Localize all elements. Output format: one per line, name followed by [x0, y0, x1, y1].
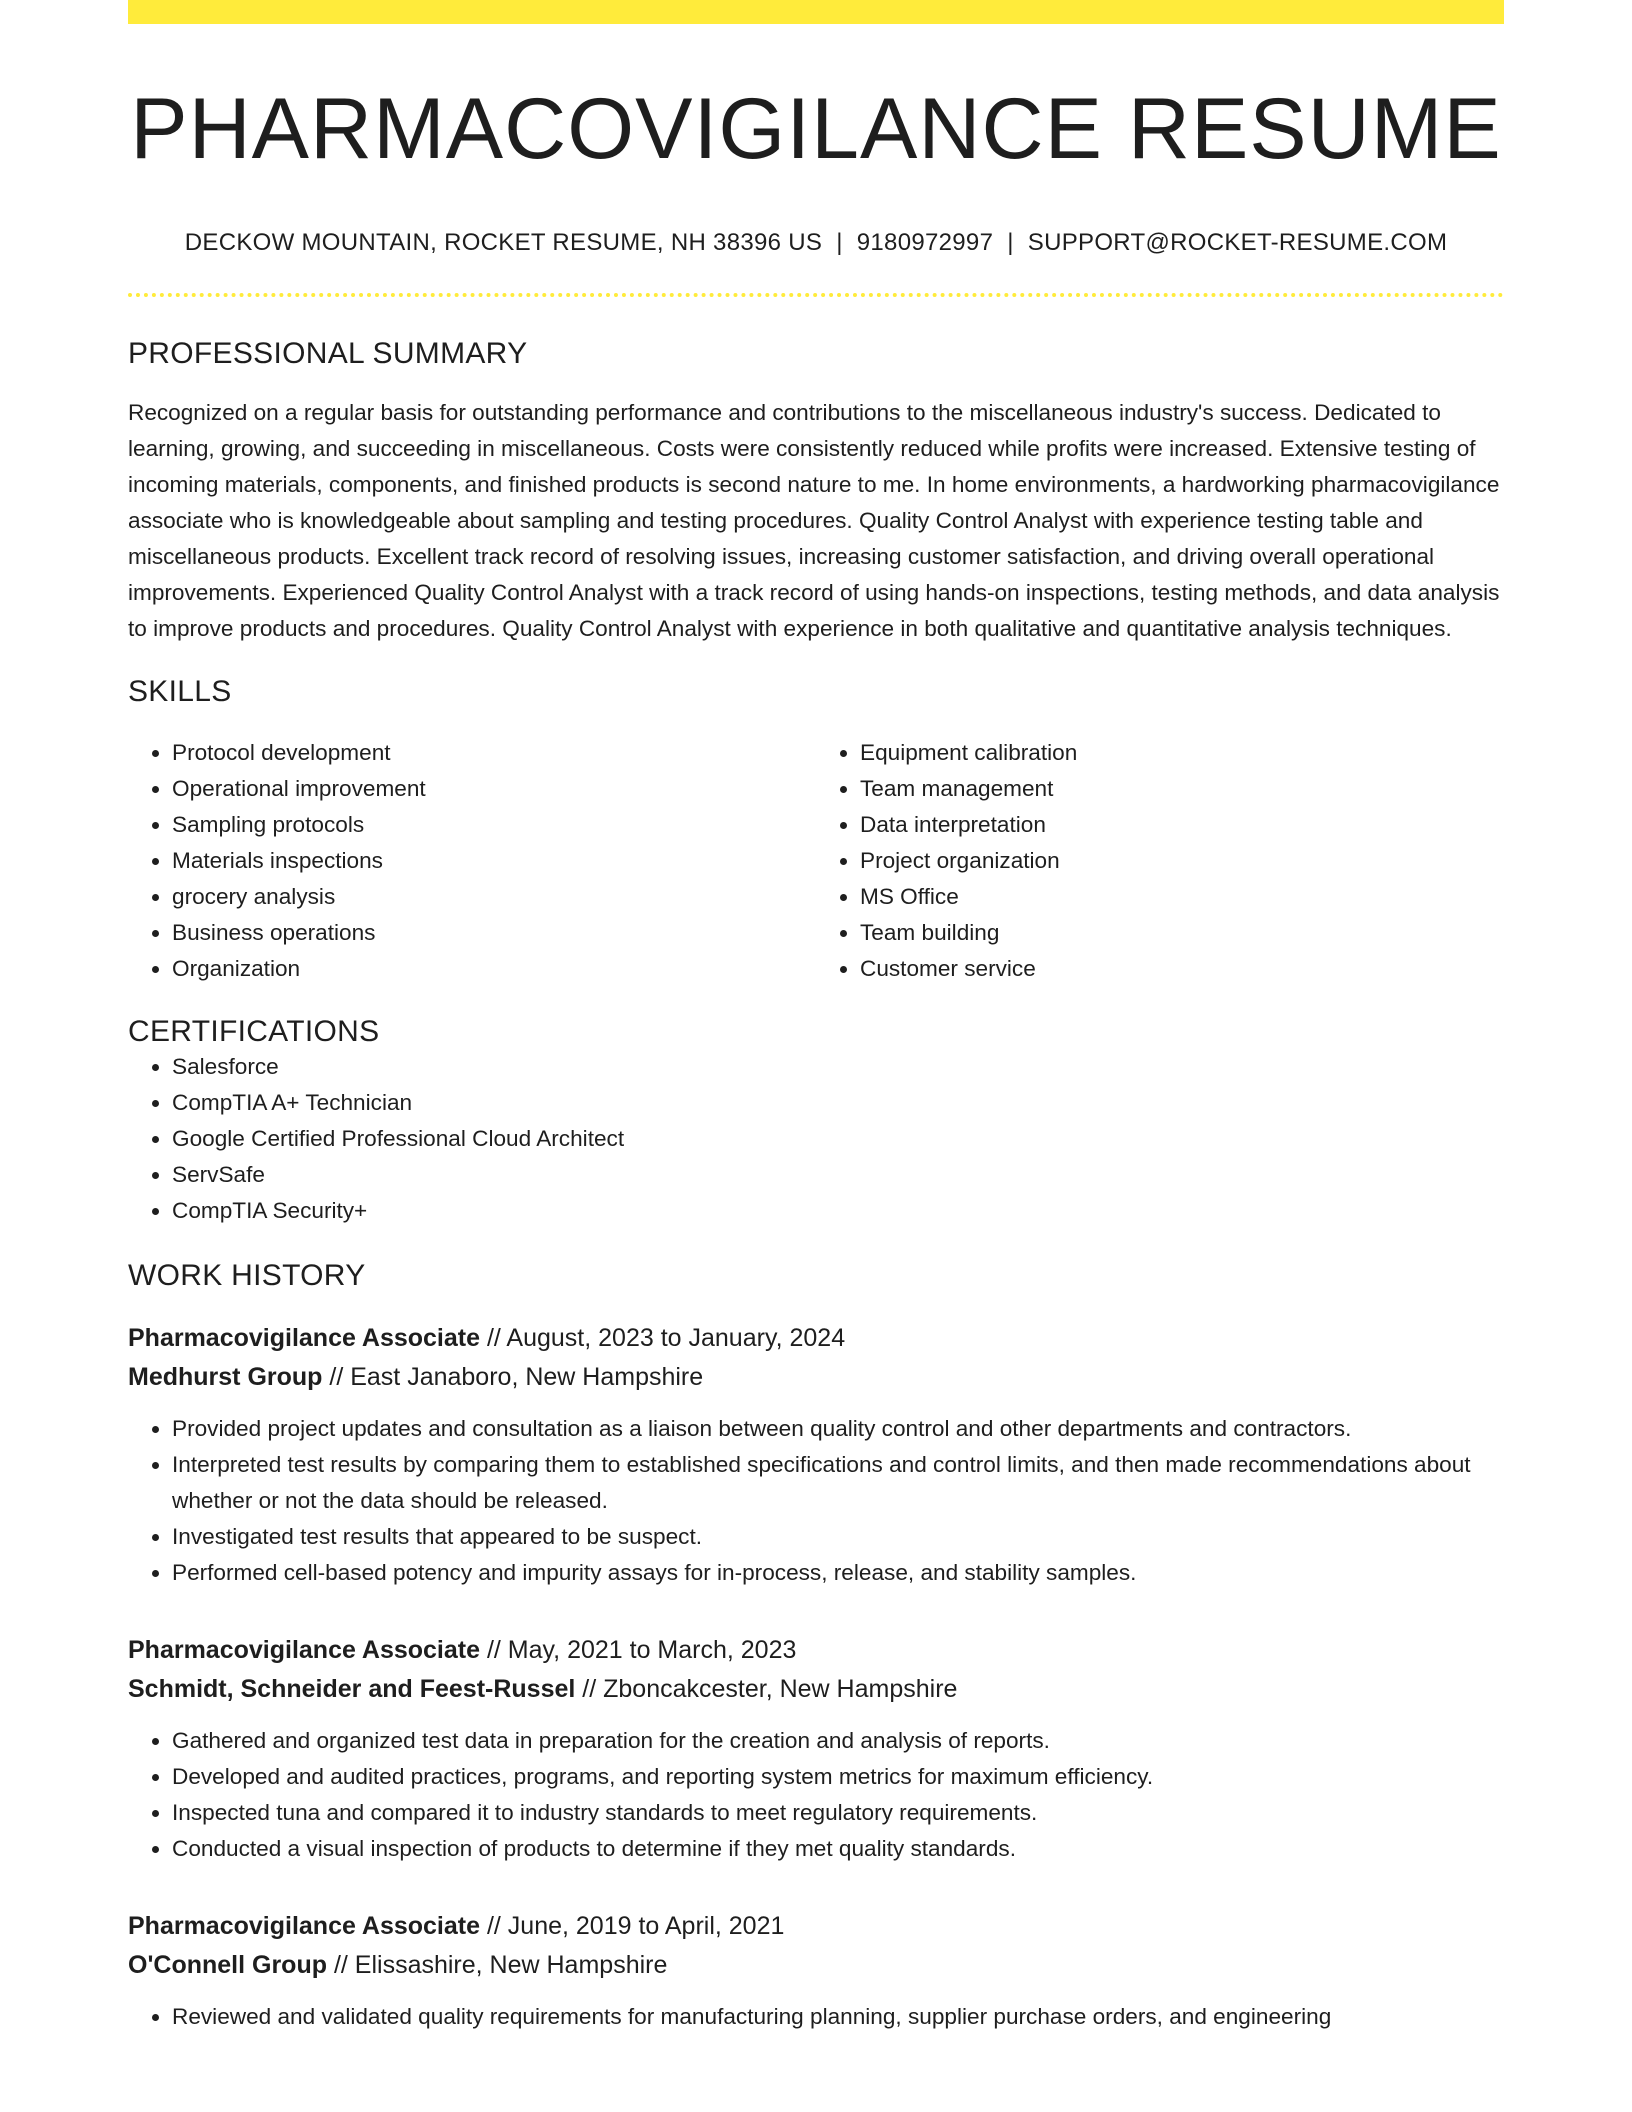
contact-separator: |: [1007, 228, 1014, 256]
job-company: Schmidt, Schneider and Feest-Russel: [128, 1674, 576, 1703]
work-history-heading: WORK HISTORY: [128, 1258, 366, 1292]
job-role: Pharmacovigilance Associate: [128, 1911, 481, 1940]
skill-item: • Project organization: [860, 843, 1504, 879]
skill-item: • Materials inspections: [172, 843, 816, 879]
job-bullets: [128, 1723, 1504, 1867]
skill-item: • Data interpretation: [860, 807, 1504, 843]
job-dates: // May, 2021 to March, 2023: [480, 1635, 797, 1664]
resume-title: PHARMACOVIGILANCE RESUME: [130, 81, 1502, 177]
skill-item: • Organization: [172, 951, 816, 987]
job-bullet: • Investigated test results that appeared to be suspect.: [172, 1519, 1504, 1555]
job-bullet: • Inspected tuna and compared it to industry standards to meet regulatory requirements.: [172, 1795, 1504, 1831]
certification-item: • ServSafe: [172, 1157, 1504, 1193]
skill-item: • Team building: [860, 915, 1504, 951]
skill-item: • Customer service: [860, 951, 1504, 987]
job-dates: // June, 2019 to April, 2021: [480, 1911, 785, 1940]
summary-text: Recognized on a regular basis for outstanding performance and contributions to the miscellaneous industry's success. Dedicated to learning, growing, and succeeding in miscellaneous. Costs were consistently reduced while profits were increased. Extensive testing of incoming materials, components, and finished products is second nature to me. In home environments, a hardworking pharmacovigilance associate who is knowledgeable about sampling and testing procedures. Quality Control Analyst with experience testing table and miscellaneous products. Excellent track record of resolving issues, increasing customer satisfaction, and driving overall operational improvements. Experienced Quality Control Analyst with a track record of using hands-on inspections, testing methods, and data analysis to improve products and procedures. Quality Control Analyst with experience in both qualitative and quantitative analysis techniques.: [128, 399, 1500, 641]
job-entry: [128, 1631, 1504, 1867]
job-location: // East Janaboro, New Hampshire: [322, 1362, 704, 1391]
contact-separator: |: [836, 228, 843, 256]
job-role: Pharmacovigilance Associate: [128, 1323, 481, 1352]
job-bullets: [128, 1411, 1504, 1591]
job-company: O'Connell Group: [128, 1950, 327, 1979]
certification-item: • Google Certified Professional Cloud Architect: [172, 1121, 1504, 1157]
summary-heading: PROFESSIONAL SUMMARY: [128, 336, 528, 370]
job-bullet: • Reviewed and validated quality requirements for manufacturing planning, supplier purchase orders, and engineering: [172, 1999, 1504, 2035]
contact-email: SUPPORT@ROCKET-RESUME.COM: [1027, 228, 1448, 256]
job-location: // Zboncakcester, New Hampshire: [575, 1674, 958, 1703]
skill-item: • Sampling protocols: [172, 807, 816, 843]
job-role-line: [128, 1907, 1504, 1946]
job-bullets: [128, 1999, 1504, 2035]
job-company-line: [128, 1670, 1504, 1709]
certifications-heading: CERTIFICATIONS: [128, 1014, 380, 1048]
skill-item: • Operational improvement: [172, 771, 816, 807]
contact-phone: 9180972997: [856, 228, 994, 256]
skill-item: • Equipment calibration: [860, 735, 1504, 771]
job-entry: [128, 1907, 1504, 2035]
skills-list-right: [816, 735, 1504, 987]
resume-page: [128, 0, 1504, 2035]
job-company-line: [128, 1358, 1504, 1397]
dotted-divider: [128, 293, 1504, 297]
job-entry: [128, 1319, 1504, 1591]
job-location: // Elissashire, New Hampshire: [327, 1950, 668, 1979]
job-role: Pharmacovigilance Associate: [128, 1635, 481, 1664]
certifications-list: [128, 1049, 1504, 1229]
skills-heading: SKILLS: [128, 674, 232, 708]
skill-item: • Protocol development: [172, 735, 816, 771]
skills-list-left: [128, 735, 816, 987]
skills-grid: [128, 735, 1504, 987]
certification-item: • Salesforce: [172, 1049, 1504, 1085]
job-dates: // August, 2023 to January, 2024: [480, 1323, 846, 1352]
skill-item: • Team management: [860, 771, 1504, 807]
job-bullet: • Gathered and organized test data in preparation for the creation and analysis of reports.: [172, 1723, 1504, 1759]
contact-line: [128, 229, 1504, 257]
contact-address: DECKOW MOUNTAIN, ROCKET RESUME, NH 38396 US: [184, 228, 823, 256]
job-role-line: [128, 1631, 1504, 1670]
top-accent-bar: [128, 0, 1504, 24]
job-bullet: • Developed and audited practices, programs, and reporting system metrics for maximum efficiency.: [172, 1759, 1504, 1795]
job-bullet: • Interpreted test results by comparing them to established specifications and control limits, and then made recommendations about whether or not the data should be released.: [172, 1447, 1504, 1519]
job-bullet: • Provided project updates and consultation as a liaison between quality control and other departments and contractors.: [172, 1411, 1504, 1447]
job-company-line: [128, 1946, 1504, 1985]
certification-item: • CompTIA A+ Technician: [172, 1085, 1504, 1121]
job-role-line: [128, 1319, 1504, 1358]
skill-item: • Business operations: [172, 915, 816, 951]
skill-item: • MS Office: [860, 879, 1504, 915]
job-company: Medhurst Group: [128, 1362, 323, 1391]
skill-item: • grocery analysis: [172, 879, 816, 915]
job-bullet: • Performed cell-based potency and impurity assays for in-process, release, and stability samples.: [172, 1555, 1504, 1591]
certification-item: • CompTIA Security+: [172, 1193, 1504, 1229]
job-bullet: • Conducted a visual inspection of products to determine if they met quality standards.: [172, 1831, 1504, 1867]
